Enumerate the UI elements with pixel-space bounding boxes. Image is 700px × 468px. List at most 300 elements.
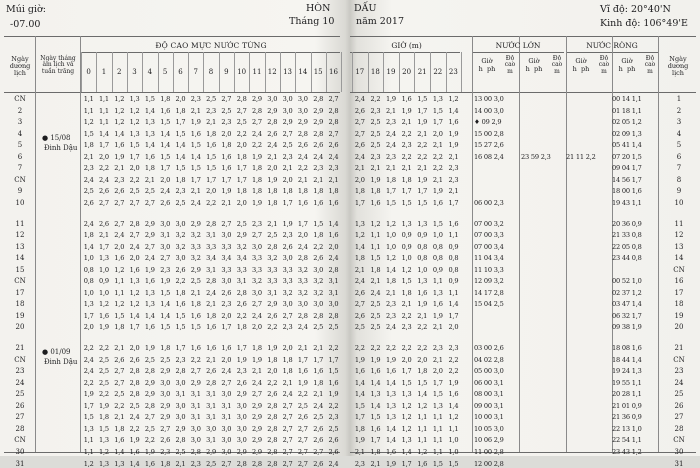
water-height-cell: 1,3 [129,95,140,103]
water-height-cell: 2,4 [328,152,339,161]
r-water-height-cell: 1,7 [417,187,428,196]
r-water-height-cell: 2,6 [354,141,365,150]
r-hour-header: 18 [370,68,380,76]
r-water-height-cell: 1,4 [401,447,412,456]
water-height-cell: 1,9 [129,436,140,445]
r-day-label: 8 [676,175,682,184]
water-height-cell: 1,2 [114,265,125,274]
water-height-cell: 2,5 [144,187,155,196]
r-day-label: 20 [674,323,684,332]
water-height-cell: 3,0 [236,436,247,445]
water-height-cell: 2,3 [83,164,94,173]
water-height-cell: 2,5 [328,323,339,332]
r-water-height-cell: 1,7 [401,367,412,376]
r-water-height-cell: 2,3 [386,152,396,161]
water-height-cell: 1,6 [328,378,339,387]
water-height-cell: 2,9 [252,436,262,445]
water-height-cell: 2,6 [297,413,308,422]
low-water-entry: 21 01 0,9 [612,401,642,410]
day-label: 18 [15,300,25,309]
water-height-cell: 1,4 [114,447,125,456]
water-height-cell: 1,9 [328,390,339,399]
water-height-cell: 3,3 [282,277,293,286]
water-height-cell: 1,4 [160,129,171,138]
low-water-entry: 05 41 1,4 [612,141,642,150]
water-height-cell: 2,8 [297,311,308,320]
water-height-cell: 2,0 [129,344,140,352]
r-water-height-cell: 1,9 [448,378,459,387]
water-height-cell: 1,4 [129,311,140,320]
water-height-cell: 1,6 [328,198,339,207]
water-height-cell: 1,8 [252,164,262,173]
r-water-height-cell: 0,9 [448,277,459,286]
r-water-height-cell: 1,8 [370,187,381,196]
water-height-cell: 1,6 [114,141,125,150]
water-height-cell: 1,7 [221,175,232,184]
r-water-height-cell: 2,3 [370,152,381,161]
r-water-height-cell: 2,7 [354,118,365,127]
water-height-cell: 2,5 [190,277,201,286]
water-height-cell: 1,1 [83,95,94,103]
r-block-rule [566,36,567,452]
r-heights-title: GIỜ (m) [391,41,422,50]
water-height-cell: 2,6 [282,242,293,251]
month-label: Tháng 10 [289,16,335,27]
water-height-cell: 0,8 [83,265,94,274]
r-water-height-cell: 0,9 [432,265,443,274]
water-height-cell: 2,4 [282,390,293,399]
low-water-entry: 02 05 1,2 [612,118,642,127]
water-height-cell: 3,0 [175,378,186,387]
water-height-cell: 2,3 [175,355,186,364]
water-height-cell: 2,7 [282,401,293,410]
water-height-cell: 2,2 [83,378,94,387]
water-height-cell: 3,2 [313,288,324,297]
water-height-cell: 2,3 [206,106,216,115]
r-water-height-cell: 1,2 [354,231,365,240]
water-height-cell: 3,0 [236,413,247,422]
hph-label: h ph [572,65,590,73]
low-water-entry: 23 44 0,8 [612,254,642,263]
water-height-cell: 2,2 [328,401,339,410]
lunar-name: Đinh Dậu [44,358,78,366]
water-height-cell: 2,4 [267,141,278,150]
water-height-cell: 2,1 [99,231,109,240]
r-water-height-cell: 2,2 [417,344,428,352]
water-height-cell: 2,0 [129,164,140,173]
r-water-height-cell: 2,3 [386,311,396,320]
r-day-label: 30 [674,447,684,456]
r-water-height-cell: 2,4 [354,152,365,161]
water-height-cell: 2,4 [313,152,324,161]
water-height-cell: 2,4 [129,242,140,251]
r-water-height-cell: 1,9 [354,436,365,445]
water-height-cell: 3,0 [267,95,278,103]
r-water-height-cell: 1,1 [448,288,459,297]
water-height-cell: 1,8 [114,323,125,332]
water-height-cell: 1,5 [83,129,94,138]
water-height-cell: 2,2 [236,311,247,320]
water-height-cell: 2,5 [297,401,308,410]
water-height-cell: 2,8 [267,436,278,445]
water-height-cell: 2,2 [297,390,308,399]
r-water-height-cell: 1,9 [370,355,381,364]
r-hour-header: 17 [355,68,365,76]
r-water-height-cell: 1,2 [386,254,396,263]
r-water-height-cell: 0,8 [417,242,428,251]
water-height-cell: 2,0 [282,344,293,352]
water-height-cell: 1,7 [236,175,247,184]
water-height-cell: 2,7 [99,198,109,207]
water-height-cell: 1,2 [114,106,125,115]
r-water-height-cell: 2,1 [401,164,412,173]
water-height-cell: 2,8 [313,311,324,320]
water-height-cell: 1,9 [99,323,109,332]
r-day-label: CN [673,265,685,274]
water-height-cell: 1,7 [328,355,339,364]
water-height-cell: 2,9 [144,390,155,399]
day-label: 11 [15,219,25,228]
water-height-cell: 1,7 [83,401,94,410]
water-height-cell: 1,4 [175,152,186,161]
water-height-cell: 1,5 [328,367,339,376]
r-header-bottom-rule [350,92,696,93]
water-height-cell: 2,3 [114,175,125,184]
water-height-cell: 3,1 [267,288,278,297]
water-height-cell: 1,6 [206,344,216,352]
water-height-cell: 2,8 [236,288,247,297]
r-day-label: 11 [674,219,684,228]
water-height-cell: 3,1 [190,413,201,422]
water-height-cell: 2,4 [99,175,109,184]
water-height-cell: 1,8 [175,288,186,297]
r-water-height-cell: 2,7 [354,129,365,138]
r-water-height-cell: 1,6 [370,367,381,376]
high-water-entry: 12 00 2,8 [474,459,504,468]
lunar-date: ● 15/08 [42,133,71,142]
water-height-cell: 3,0 [175,219,186,228]
water-height-cell: 1,7 [99,242,109,251]
water-height-cell: 1,3 [83,300,94,309]
water-height-cell: 3,0 [297,300,308,309]
water-height-cell: 1,1 [83,447,94,456]
water-height-cell: 2,6 [83,198,94,207]
r-water-height-cell: 1,2 [401,413,412,422]
water-height-cell: 2,1 [190,187,201,196]
water-height-cell: 2,8 [328,106,339,115]
r-water-height-cell: 2,5 [370,118,381,127]
station-name-right: DẤU [354,3,377,14]
water-height-cell: 1,6 [144,277,155,286]
col-header-day: Ngày dương lịch [9,55,31,77]
water-height-cell: 2,8 [328,311,339,320]
high-water-entry: 15 00 2,8 [474,129,504,138]
water-height-cell: 3,0 [175,254,186,263]
water-height-cell: 2,5 [236,118,247,127]
r-water-height-cell: 2,3 [354,459,365,468]
r-water-height-cell: 2,2 [417,141,428,150]
day-label: 23 [15,367,25,376]
day-label: 20 [15,323,25,332]
water-height-cell: 1,9 [144,344,155,352]
r-water-height-cell: 2,3 [370,106,381,115]
water-height-cell: 1,9 [267,344,278,352]
water-height-cell: 1,0 [99,265,109,274]
water-height-cell: 2,7 [282,413,293,422]
water-height-cell: 1,7 [83,311,94,320]
r-water-height-cell: 1,1 [432,436,443,445]
water-height-cell: 1,5 [144,95,155,103]
water-height-cell: 1,8 [206,129,216,138]
water-height-cell: 2,8 [267,424,278,433]
r-water-height-cell: 2,0 [417,355,428,364]
r-water-height-cell: 1,0 [386,231,396,240]
water-height-cell: 2,4 [83,355,94,364]
water-height-cell: 3,0 [252,288,262,297]
r-day-label: 16 [674,277,684,286]
water-height-cell: 1,8 [313,187,324,196]
r-water-height-cell: 1,0 [401,254,412,263]
water-height-cell: 2,6 [99,187,109,196]
water-height-cell: 2,4 [252,311,262,320]
water-height-cell: 1,9 [83,390,94,399]
water-height-cell: 2,5 [206,459,216,468]
water-height-cell: 1,5 [190,323,201,332]
water-height-cell: 2,8 [267,118,278,127]
water-height-cell: 2,7 [282,447,293,456]
r-hour-header: 22 [433,68,443,76]
low-water-entry: 02 09 1,3 [612,129,642,138]
r-water-height-cell: 2,2 [370,95,381,103]
water-height-cell: 2,0 [252,323,262,332]
r-water-height-cell: 1,5 [448,459,459,468]
r-water-height-cell: 2,1 [386,106,396,115]
r-day-label: 25 [674,390,684,399]
water-height-cell: 2,9 [190,219,201,228]
water-height-cell: 2,7 [221,219,232,228]
hour-header: 5 [162,68,168,76]
water-height-cell: 2,8 [175,367,186,376]
r-day-label: 24 [674,378,684,387]
r-water-height-cell: 2,3 [401,141,412,150]
day-label: 9 [17,187,23,196]
r-day-label: CN [673,355,685,364]
water-height-cell: 1,7 [206,175,216,184]
low-water-entry: 07 20 1,5 [612,152,642,161]
r-water-height-cell: 2,2 [417,152,428,161]
gio-label: Giờ [481,57,493,65]
water-height-cell: 1,6 [190,129,201,138]
water-height-cell: 1,3 [99,254,109,263]
year-label: năm 2017 [356,16,404,27]
high-water-entry: 14 00 3,0 [474,106,504,115]
r-water-height-cell: 1,4 [370,401,381,410]
r-water-height-cell: 2,2 [370,344,381,352]
water-height-cell: 2,3 [160,447,171,456]
water-height-cell: 3,3 [252,254,262,263]
water-height-cell: 3,0 [236,424,247,433]
water-height-cell: 1,6 [144,459,155,468]
water-height-cell: 2,7 [328,129,339,138]
water-height-cell: 2,1 [267,219,278,228]
water-height-cell: 3,0 [236,401,247,410]
water-height-cell: 1,7 [236,344,247,352]
water-height-cell: 2,6 [313,141,324,150]
water-height-cell: 2,4 [160,187,171,196]
water-height-cell: 1,6 [99,311,109,320]
water-height-cell: 1,5 [160,152,171,161]
r-water-height-cell: 1,3 [417,277,428,286]
water-height-cell: 2,1 [282,378,293,387]
water-height-cell: 2,0 [206,187,216,196]
water-height-cell: 2,2 [206,198,216,207]
water-height-cell: 2,3 [160,265,171,274]
water-height-cell: 3,2 [175,242,186,251]
hour-header: 3 [132,68,137,76]
r-water-height-cell: 1,0 [417,265,428,274]
height-label: Độ cao m [598,55,610,75]
r-water-height-cell: 1,9 [417,175,428,184]
water-height-cell: 1,4 [160,300,171,309]
water-height-cell: 2,0 [267,367,278,376]
water-height-cell: 3,1 [160,231,171,240]
r-day-label: 23 [674,367,684,376]
r-water-height-cell: 1,1 [448,231,459,240]
r-day-label: 18 [674,300,684,309]
water-height-cell: 2,5 [313,413,324,422]
high-water-entry: 06 00 2,3 [474,198,504,207]
high-water-entry: 13 00 3,0 [474,95,504,103]
water-height-cell: 2,3 [328,164,339,173]
water-height-cell: 2,7 [252,231,262,240]
water-height-cell: 2,0 [282,175,293,184]
water-height-cell: 2,6 [160,198,171,207]
water-height-cell: 2,7 [297,424,308,433]
water-height-cell: 2,3 [252,219,262,228]
r-water-height-cell: 1,5 [401,198,412,207]
water-height-cell: 1,8 [313,378,324,387]
water-height-cell: 3,2 [236,242,247,251]
day-label: 27 [15,413,25,422]
r-water-height-cell: 1,4 [386,378,396,387]
water-height-cell: 1,5 [206,152,216,161]
r-water-height-cell: 2,2 [448,367,459,376]
water-height-cell: 2,0 [99,152,109,161]
r-water-height-cell: 1,5 [417,378,428,387]
low-water-entry: 02 37 1,2 [612,288,642,297]
r-water-height-cell: 1,4 [417,390,428,399]
water-height-cell: 1,3 [129,129,140,138]
hour-header: 1 [101,68,107,76]
water-height-cell: 1,6 [221,152,232,161]
water-height-cell: 1,8 [236,323,247,332]
r-water-height-cell: 2,3 [448,175,459,184]
water-height-cell: 1,9 [144,447,155,456]
r-water-height-cell: 2,3 [386,118,396,127]
water-height-cell: 1,1 [99,118,109,127]
r-water-height-cell: 1,8 [370,447,381,456]
water-height-cell: 3,1 [221,401,232,410]
r-water-height-cell: 2,1 [401,300,412,309]
high-water-entry: 04 02 2,8 [474,355,504,364]
water-height-cell: 2,5 [99,378,109,387]
water-height-cell: 1,0 [83,254,94,263]
low-water-entry: 23 43 1,2 [612,447,642,456]
water-height-cell: 2,7 [252,118,262,127]
r-water-height-cell: 1,5 [417,95,428,103]
water-height-cell: 1,8 [297,187,308,196]
day-label: 15 [15,265,25,274]
water-height-cell: 2,8 [129,378,140,387]
water-height-cell: 3,0 [160,378,171,387]
water-height-cell: 1,2 [99,300,109,309]
hour-header: 6 [178,68,183,76]
water-height-cell: 2,7 [221,378,232,387]
water-height-cell: 2,6 [114,355,125,364]
water-height-cell: 2,2 [99,390,109,399]
water-height-cell: 0,8 [83,277,94,286]
r-water-height-cell: 1,4 [448,300,459,309]
r-water-height-cell: 1,6 [417,459,428,468]
water-height-cell: 2,8 [267,401,278,410]
high-water-entry: 15 27 2,6 [474,141,504,150]
r-water-height-cell: 2,4 [354,277,365,286]
water-height-cell: 1,2 [83,459,94,468]
water-height-cell: 2,6 [236,300,247,309]
r-water-height-cell: 1,8 [401,288,412,297]
r-water-height-cell: 0,8 [432,242,443,251]
water-height-cell: 1,6 [190,344,201,352]
water-height-cell: 2,1 [144,175,155,184]
water-height-cell: 1,9 [221,187,232,196]
r-water-height-cell: 1,1 [448,424,459,433]
water-height-cell: 2,1 [175,459,186,468]
water-height-cell: 1,5 [160,118,171,127]
r-water-height-cell: 1,5 [370,254,381,263]
water-height-cell: 2,8 [267,413,278,422]
water-height-cell: 1,6 [160,106,171,115]
water-height-cell: 2,1 [83,152,94,161]
r-water-height-cell: 2,6 [354,106,365,115]
r-water-height-cell: 2,1 [370,164,381,173]
water-height-cell: 2,8 [129,390,140,399]
low-water-entry: 22 54 1,1 [612,436,642,445]
water-height-cell: 2,7 [297,459,308,468]
water-height-cell: 2,6 [313,254,324,263]
water-height-cell: 3,0 [282,300,293,309]
day-label: CN [14,175,26,184]
water-height-cell: 1,2 [99,447,109,456]
r-hour-col-rule [461,52,462,92]
water-height-cell: 1,8 [267,355,278,364]
water-height-cell: 2,9 [144,378,155,387]
r-water-height-cell: 1,3 [417,219,428,228]
water-height-cell: 3,0 [160,242,171,251]
water-height-cell: 2,1 [190,106,201,115]
water-height-cell: 3,4 [221,254,232,263]
water-height-cell: 1,4 [328,219,339,228]
r-water-height-cell: 2,6 [354,288,365,297]
high-water-entry: 07 00 3,2 [474,219,504,228]
r-block-rule [519,36,520,452]
r-water-height-cell: 1,2 [417,447,428,456]
water-height-cell: 1,1 [83,436,94,445]
r-water-height-cell: 2,4 [354,95,365,103]
r-water-height-cell: 2,2 [417,323,428,332]
water-height-cell: 2,8 [236,95,247,103]
day-label: CN [14,436,26,445]
water-height-cell: 2,7 [190,367,201,376]
